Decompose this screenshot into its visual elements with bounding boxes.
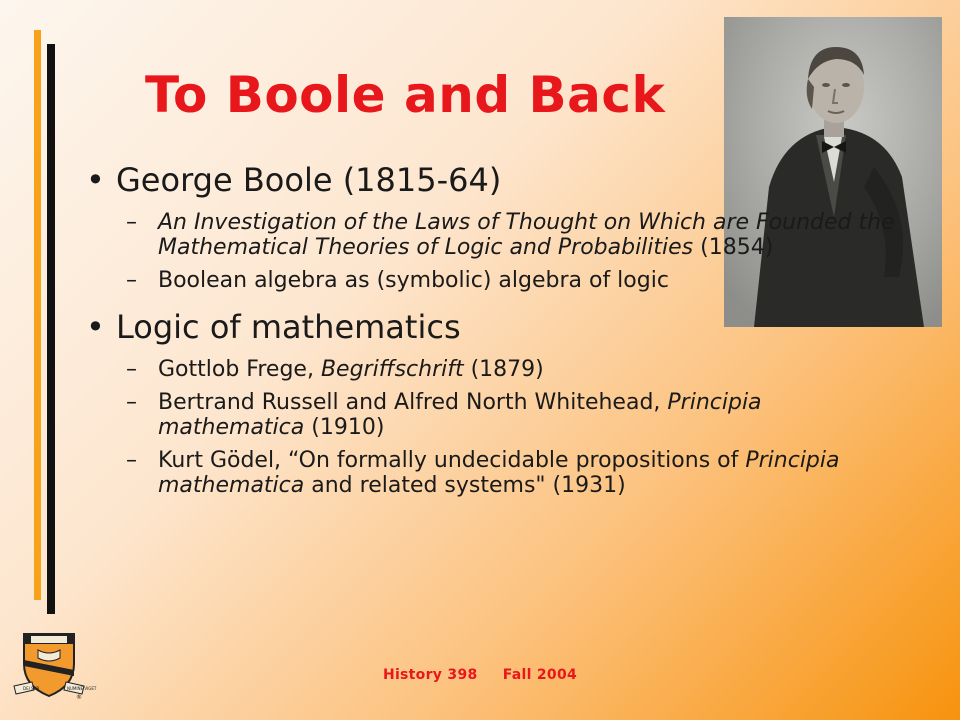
boolean-algebra-text: Boolean algebra as (symbolic) algebra of logic [158, 268, 669, 293]
sub-bullet-laws-of-thought [82, 210, 912, 260]
book-title-laws-of-thought: An Investigation of the Laws of Thought on Which are Founded the Mathematical Theories of Logic and Probabilities [158, 210, 895, 260]
accent-bar-black [47, 44, 55, 614]
frege-work: Begriffschrift [320, 357, 464, 382]
principia-title: Principia mathematica [158, 390, 762, 440]
dash-marker: – [126, 210, 137, 235]
dash-marker: – [126, 390, 137, 415]
bullet-group-logic [82, 307, 912, 498]
shield-motto-right: NUMINE VIGET [67, 686, 97, 691]
registered-mark: ® [76, 694, 82, 701]
slide-title: To Boole and Back [145, 66, 666, 124]
dash-marker: – [126, 357, 137, 382]
bullet-group-boole [82, 160, 912, 293]
year-1879: (1879) [463, 357, 544, 382]
footer-course: History 398 [382, 667, 478, 683]
sub-bullet-frege [82, 357, 912, 382]
footer-term: Fall 2004 [502, 667, 578, 683]
accent-bar-orange [34, 30, 41, 600]
godel-text-start: Kurt Gödel, “On formally undecidable propositions of [158, 448, 746, 473]
bullet-logic-of-mathematics: • Logic of mathematics [82, 307, 912, 347]
godel-text-end: and related systems" (1931) [304, 473, 626, 498]
shield-motto-left: DEI SUB [23, 686, 40, 691]
princeton-shield-icon [14, 630, 97, 701]
frege-name: Gottlob Frege, [158, 357, 321, 382]
sub-bullet-godel [82, 448, 912, 498]
sub-bullet-russell-whitehead [82, 390, 912, 440]
principia-title-godel: Principia mathematica [158, 448, 840, 498]
dash-marker: – [126, 448, 137, 473]
year-1910: (1910) [304, 415, 385, 440]
year-1854: (1854) [693, 235, 774, 260]
bullet-george-boole: • George Boole (1815-64) [82, 160, 912, 200]
russell-whitehead-names: Bertrand Russell and Alfred North Whitehead, [158, 390, 668, 415]
sub-bullet-boolean-algebra [82, 268, 912, 293]
dash-marker: – [126, 268, 137, 293]
slide-content [82, 160, 912, 512]
slide-footer [0, 667, 960, 683]
